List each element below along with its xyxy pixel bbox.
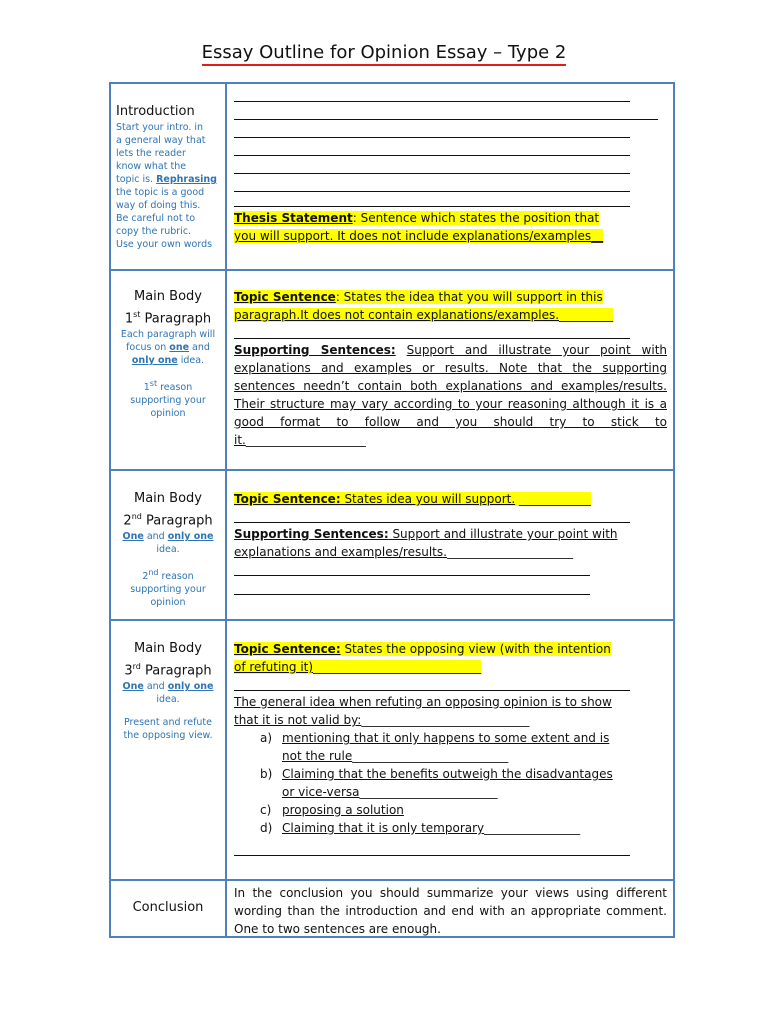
blank-line: [234, 120, 630, 138]
list-item: b) Claiming that the benefits outweigh the disadvantages: [260, 767, 613, 781]
blank-line: [234, 324, 630, 339]
introduction-heading: Introduction: [116, 104, 195, 119]
paragraph-2-note: One and only one idea. 2nd reason supporting your opinion: [122, 531, 214, 609]
refuting-methods-list: [234, 729, 667, 837]
blank-line: [234, 174, 630, 192]
list-item-continuation: or vice-versa_______________________: [282, 785, 498, 799]
topic-sentence: Topic Sentence: States idea you will support. ____________: [234, 492, 591, 506]
paragraph-3-label-cell: [111, 621, 227, 881]
paragraph-2-content-cell: [229, 471, 673, 621]
list-item: c) proposing a solution: [260, 803, 404, 817]
list-item-continuation: not the rule__________________________: [282, 749, 509, 763]
blank-line: [234, 87, 630, 102]
outline-table: [109, 82, 675, 938]
paragraph-2-row: [111, 469, 673, 621]
paragraph-3-content-cell: [229, 621, 673, 881]
blank-line: [234, 676, 630, 691]
introduction-row: [111, 84, 673, 269]
list-item: a) mentioning that it only happens to some extent and is: [260, 731, 610, 745]
blank-line: [234, 576, 590, 595]
paragraph-1-content-cell: [229, 271, 673, 471]
paragraph-1-heading: Main Body 1st Paragraph: [124, 289, 212, 327]
supporting-sentences: Supporting Sentences: Support and illustrate your point with explanations and examples or results. Note that the supporting sentences needn’t contain both explanations and examples/results. Their structure may vary according to your reasoning although it is a good format to follow and you should try to stick to it.____________________: [234, 343, 667, 447]
paragraph-3-heading: Main Body 3rd Paragraph: [124, 641, 212, 679]
blank-line: [234, 156, 630, 174]
blank-line: [234, 192, 630, 207]
conclusion-row: [111, 879, 673, 938]
paragraph-3-row: [111, 619, 673, 881]
conclusion-label-cell: [111, 881, 227, 938]
introduction-note: Start your intro. in a general way that lets the reader know what the topic is. Rephrasing the topic is a good way of doing this. Be careful not to copy the rubric. Use your own words: [116, 122, 217, 250]
conclusion-text: In the conclusion you should summarize your views using different wording than the introduction and end with an appropriate comment. One to two sentences are enough.: [234, 886, 667, 936]
document-title: Essay Outline for Opinion Essay – Type 2: [0, 42, 768, 63]
paragraph-2-label-cell: [111, 471, 227, 621]
blank-line: [234, 561, 590, 576]
conclusion-heading: Conclusion: [132, 900, 204, 915]
paragraph-2-heading: Main Body 2nd Paragraph: [123, 491, 213, 529]
blank-line: [234, 837, 630, 856]
introduction-label-cell: [111, 84, 227, 269]
paragraph-1-row: [111, 269, 673, 471]
thesis-statement: Thesis Statement: Sentence which states the position that you will support. It does not include explanations/examples__: [234, 211, 604, 243]
paragraph-3-note: One and only one idea. Present and refute the opposing view.: [122, 681, 214, 742]
topic-sentence: Topic Sentence: States the opposing view (with the intention of refuting it)____________________________: [234, 642, 611, 674]
blank-line: [234, 102, 658, 120]
blank-line: [234, 138, 630, 156]
refuting-intro: The general idea when refuting an opposing opinion is to show that it is not valid by:____________________________: [234, 695, 612, 727]
list-item: d) Claiming that it is only temporary________________: [260, 821, 581, 835]
topic-sentence: Topic Sentence: States the idea that you will support in this paragraph.It does not contain explanations/examples._________: [234, 290, 614, 322]
paragraph-1-label-cell: [111, 271, 227, 471]
introduction-content-cell: [229, 84, 673, 269]
supporting-sentences: Supporting Sentences: Support and illustrate your point with explanations and examples/results._____________________: [234, 527, 618, 559]
blank-line: [234, 508, 630, 523]
conclusion-content-cell: [229, 881, 673, 938]
paragraph-1-note: Each paragraph will focus on one and only one idea. 1st reason supporting your opinion: [120, 329, 216, 420]
